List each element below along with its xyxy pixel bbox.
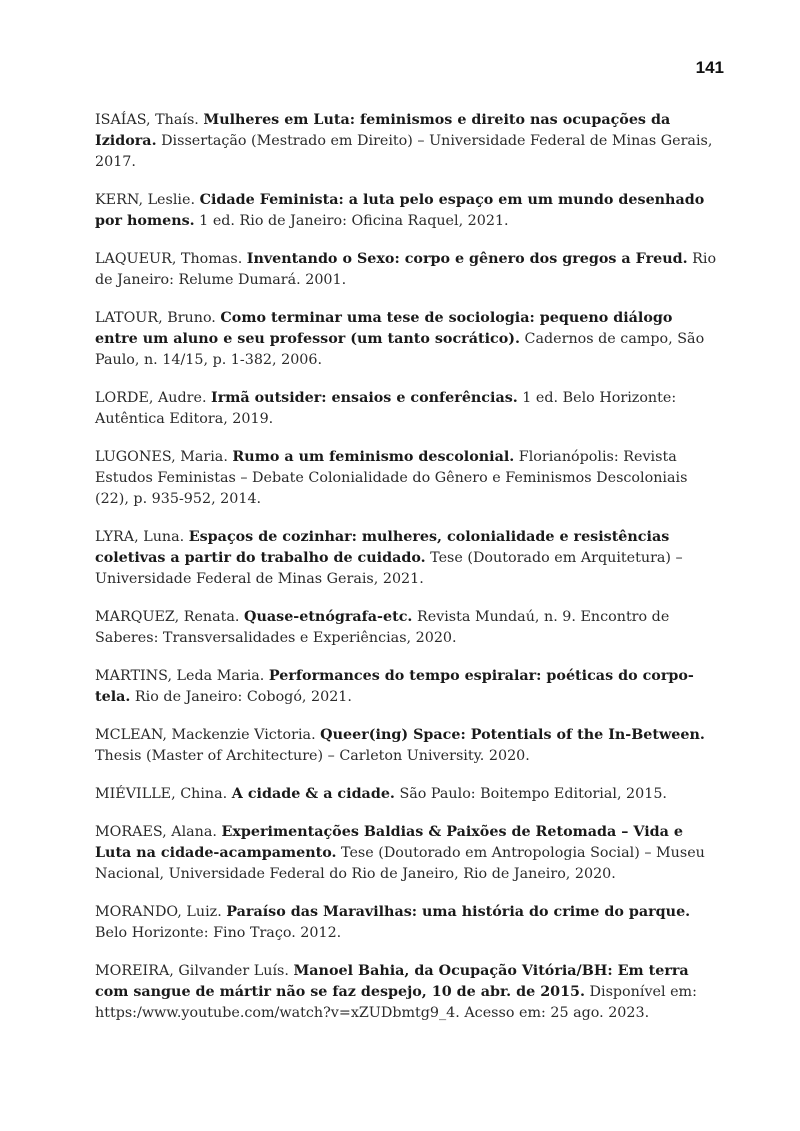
reference-title: Espaços de cozinhar: mulheres, colonialidade e resistências coletivas a partir do trabalho de cuidado. (95, 529, 670, 566)
reference-details: Belo Horizonte: Fino Traço. 2012. (95, 925, 342, 941)
reference-title: Mulheres em Luta: feminismos e direito nas ocupações da Izidora. (95, 112, 671, 149)
reference-title: Irmã outsider: ensaios e conferências. (211, 390, 518, 406)
reference-entry (95, 666, 720, 708)
reference-title: Performances do tempo espiralar: poéticas do corpo-tela. (95, 668, 694, 705)
reference-author: MIÉVILLE, China. (95, 786, 228, 802)
reference-title: Inventando o Sexo: corpo e gênero dos gregos a Freud. (246, 251, 688, 267)
reference-details: Disponível em: https:/www.youtube.com/watch?v=xZUDbmtg9_4. Acesso em: 25 ago. 2023. (95, 984, 697, 1021)
reference-title: Manoel Bahia, da Ocupação Vitória/BH: Em terra com sangue de mártir não se faz despejo, 10 de abr. de 2015. (95, 963, 689, 1000)
reference-entry (95, 527, 720, 590)
reference-entry (95, 110, 720, 173)
reference-entry (95, 784, 720, 805)
reference-title: A cidade & a cidade. (231, 786, 395, 802)
reference-entry (95, 308, 720, 371)
reference-entry (95, 249, 720, 291)
reference-author: MCLEAN, Mackenzie Victoria. (95, 727, 316, 743)
reference-title: Paraíso das Maravilhas: uma história do crime do parque. (226, 904, 691, 920)
reference-details: Tese (Doutorado em Arquitetura) – Universidade Federal de Minas Gerais, 2021. (95, 550, 683, 587)
reference-details: Rio de Janeiro: Cobogó, 2021. (134, 689, 352, 705)
reference-entry (95, 822, 720, 885)
reference-title: Como terminar uma tese de sociologia: pequeno diálogo entre um aluno e seu professor (um tanto socrático). (95, 310, 673, 347)
reference-author: MARTINS, Leda Maria. (95, 668, 265, 684)
reference-author: MOREIRA, Gilvander Luís. (95, 963, 289, 979)
reference-title: Cidade Feminista: a luta pelo espaço em um mundo desenhado por homens. (95, 192, 705, 229)
reference-entry (95, 607, 720, 649)
reference-details: 1 ed. Rio de Janeiro: Oficina Raquel, 2021. (199, 213, 509, 229)
reference-details: Cadernos de campo, São Paulo, n. 14/15, p. 1-382, 2006. (95, 331, 705, 368)
page-number: 141 (695, 58, 724, 77)
reference-author: LUGONES, Maria. (95, 449, 228, 465)
reference-author: LYRA, Luna. (95, 529, 185, 545)
reference-entry (95, 725, 720, 767)
reference-author: KERN, Leslie. (95, 192, 196, 208)
reference-author: LAQUEUR, Thomas. (95, 251, 243, 267)
reference-entry (95, 447, 720, 510)
reference-details: Florianópolis: Revista Estudos Feministas – Debate Colonialidade do Gênero e Feminismos Descoloniais (22), p. 935-952, 2014. (95, 449, 688, 507)
reference-details: Dissertação (Mestrado em Direito) – Universidade Federal de Minas Gerais, 2017. (95, 133, 713, 170)
reference-author: MARQUEZ, Renata. (95, 609, 240, 625)
reference-list (95, 110, 720, 1041)
reference-entry (95, 902, 720, 944)
reference-details: Tese (Doutorado em Antropologia Social) – Museu Nacional, Universidade Federal do Rio de Janeiro, Rio de Janeiro, 2020. (95, 845, 705, 882)
reference-details: Thesis (Master of Architecture) – Carleton University. 2020. (95, 748, 530, 764)
reference-details: São Paulo: Boitempo Editorial, 2015. (399, 786, 667, 802)
reference-title: Queer(ing) Space: Potentials of the In-Between. (320, 727, 705, 743)
reference-author: MORANDO, Luiz. (95, 904, 222, 920)
reference-entry (95, 190, 720, 232)
reference-details: Rio de Janeiro: Relume Dumará. 2001. (95, 251, 717, 288)
reference-author: LATOUR, Bruno. (95, 310, 216, 326)
reference-title: Quase-etnógrafa-etc. (244, 609, 413, 625)
reference-author: MORAES, Alana. (95, 824, 217, 840)
reference-author: LORDE, Audre. (95, 390, 207, 406)
reference-author: ISAÍAS, Thaís. (95, 112, 199, 128)
reference-details: Revista Mundaú, n. 9. Encontro de Saberes: Transversalidades e Experiências, 2020. (95, 609, 670, 646)
reference-entry (95, 388, 720, 430)
reference-entry (95, 961, 720, 1024)
reference-title: Rumo a um feminismo descolonial. (232, 449, 515, 465)
reference-title: Experimentações Baldias & Paixões de Retomada – Vida e Luta na cidade-acampamento. (95, 824, 684, 861)
reference-details: 1 ed. Belo Horizonte: Autêntica Editora, 2019. (95, 390, 677, 427)
